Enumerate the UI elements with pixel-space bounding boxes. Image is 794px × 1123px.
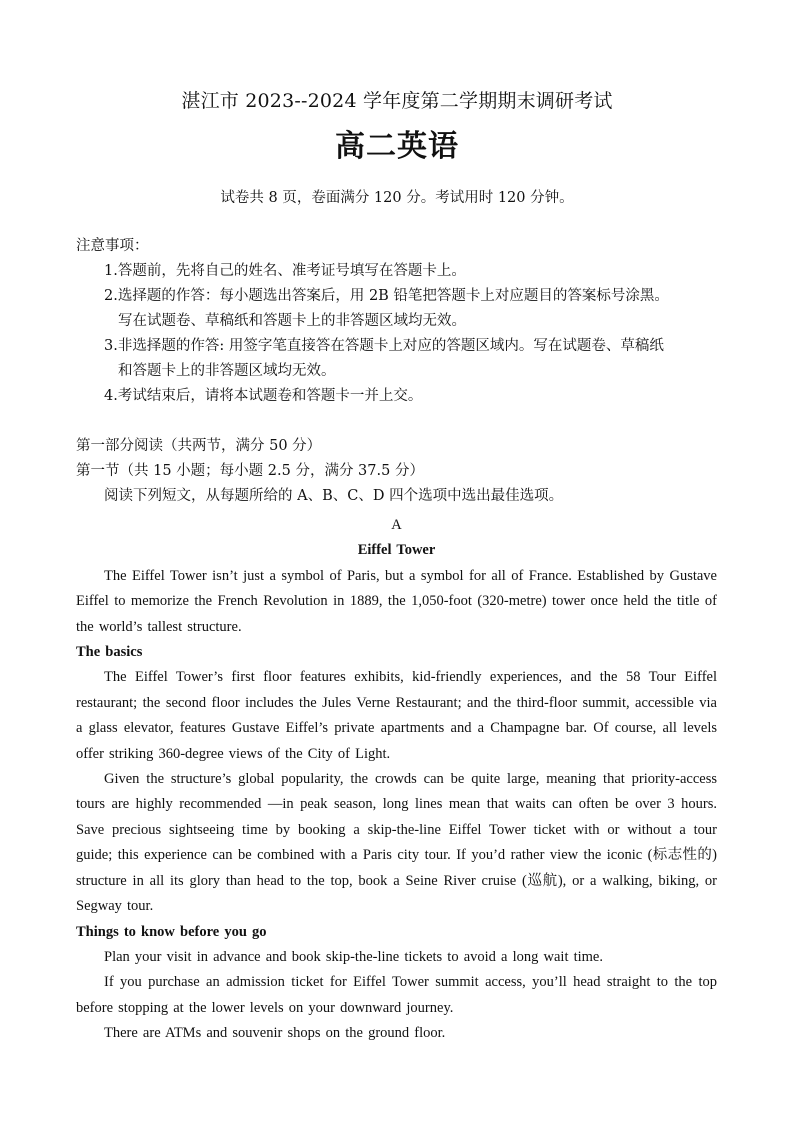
passage-paragraph: Plan your visit in advance and book skip-the-line tickets to avoid a long wait time.	[104, 948, 603, 965]
note-line: 3.非选择题的作答: 用签字笔直接答在答题卡上对应的答题区域内。写在试题卷、草稿纸	[104, 338, 664, 354]
note-item	[76, 384, 720, 409]
note-item	[76, 334, 720, 384]
passage-paragraph: Given the structure’s global popularity, the crowds can be quite large, meaning that priority-access tours are highly recommended —in peak season, long lines mean that waits can often be over 3 hours. Save precious sightseeing time by booking a skip-the-line Eiffel Tower ticket with or without a tour guide; this experience can be combined with a Paris city tour. If you’d rather view the iconic (标志性的) structure in all its glory than head to the top, book a Seine River cruise (巡航), or a walking, biking, or Segway tour.	[76, 771, 717, 915]
note-item	[76, 259, 720, 284]
passage-paragraph: If you purchase an admission ticket for Eiffel Tower summit access, you’ll head straight to the top before stopping at the lower levels on your downward journey.	[76, 974, 717, 1016]
notes-section	[76, 234, 720, 409]
part1-title: 第一部分阅读（共两节，满分 50 分）	[76, 438, 322, 454]
passage-title: Eiffel Tower	[357, 542, 436, 559]
exam-info: 试卷共 8 页，卷面满分 120 分。考试用时 120 分钟。	[220, 190, 574, 206]
note-line-continued: 和答题卡上的非答题区域均无效。	[118, 363, 336, 379]
passage-paragraph: There are ATMs and souvenir shops on the ground floor.	[104, 1025, 446, 1042]
section1-title: 第一节（共 15 小题；每小题 2.5 分，满分 37.5 分）	[76, 463, 424, 479]
passage-a	[76, 513, 717, 1047]
passage-heading: The basics	[76, 644, 143, 661]
note-line: 4.考试结束后，请将本试题卷和答题卡一并上交。	[104, 388, 423, 404]
note-line: 1.答题前，先将自己的姓名、准考证号填写在答题卡上。	[104, 263, 466, 279]
subject-title: 高二英语	[335, 129, 459, 164]
passage-paragraph: The Eiffel Tower isn’t just a symbol of Paris, but a symbol for all of France. Established by Gustave Eiffel to memorize the French Revolution in 1889, the 1,050-foot (320-metre) tower once held the title of the world’s tallest structure.	[76, 567, 717, 635]
note-line: 2.选择题的作答：每小题选出答案后，用 2B 铅笔把答题卡上对应题目的答案标号涂黑。	[104, 288, 669, 304]
part1-header	[76, 434, 720, 509]
note-item	[76, 284, 720, 334]
passage-heading: Things to know before you go	[76, 923, 267, 940]
note-line-continued: 写在试题卷、草稿纸和答题卡上的非答题区域均无效。	[118, 313, 466, 329]
instruction: 阅读下列短文，从每题所给的 A、B、C、D 四个选项中选出最佳选项。	[104, 488, 564, 504]
passage-letter: A	[391, 517, 402, 533]
notes-title: 注意事项：	[76, 238, 149, 254]
passage-paragraph: The Eiffel Tower’s first floor features exhibits, kid-friendly experiences, and the 58 Tour Eiffel restaurant; the second floor includes the Jules Verne Restaurant; and the third-floor summit, accessible via a glass elevator, features Gustave Eiffel’s private apartments and a Champagne bar. Of course, all levels offer striking 360-degree views of the City of Light.	[76, 669, 717, 762]
exam-title: 湛江市 2023--2024 学年度第二学期期末调研考试	[181, 90, 613, 112]
